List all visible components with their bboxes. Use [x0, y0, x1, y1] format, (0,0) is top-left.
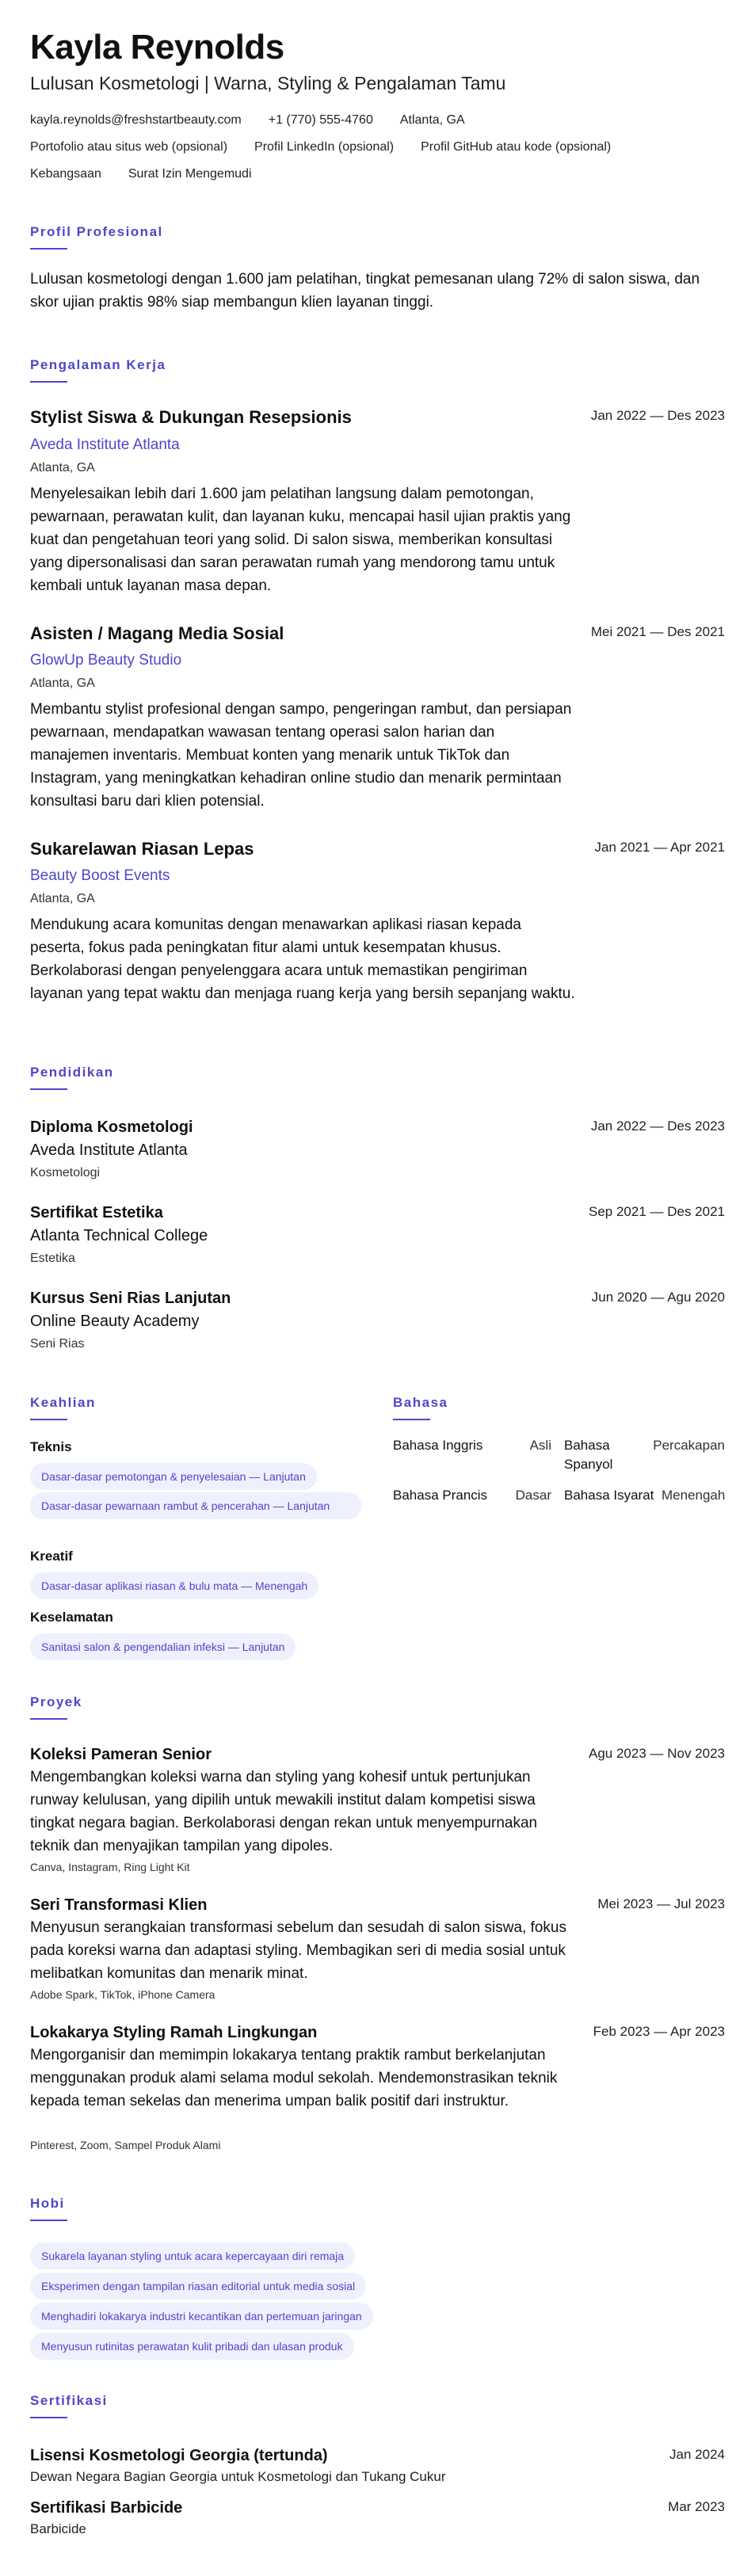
education-school: Aveda Institute Atlanta: [30, 1141, 188, 1159]
headline: Lulusan Kosmetologi | Warna, Styling & Pengalaman Tamu: [30, 73, 506, 93]
citizenship: Kebangsaan: [30, 167, 101, 181]
experience-heading: Pengalaman Kerja: [30, 357, 166, 372]
education-dates: Jun 2020 — Agu 2020: [591, 1290, 725, 1305]
job-dates: Mei 2021 — Des 2021: [590, 624, 725, 639]
portfolio-link[interactable]: Portofolio atau situs web (opsional): [30, 140, 228, 154]
hobby-pill: Menghadiri lokakarya industri kecantikan dan pertemuan jaringan: [30, 2303, 373, 2330]
project-dates: Mei 2023 — Jul 2023: [597, 1896, 725, 1911]
contact-row: [30, 112, 465, 129]
links-row: [30, 139, 611, 156]
education-degree: Sertifikat Estetika: [30, 1204, 163, 1221]
candidate-name: Kayla Reynolds: [30, 28, 284, 67]
certification-name: Lisensi Kosmetologi Georgia (tertunda): [30, 2447, 328, 2464]
project-dates: Agu 2023 — Nov 2023: [588, 1746, 725, 1761]
project-tools: Pinterest, Zoom, Sampel Produk Alami: [30, 2139, 221, 2151]
job-description: Mendukung acara komunitas dengan menawarkan aplikasi riasan kepada peserta, fokus pada peningkatan fitur alami untuk kesempatan khusus. Berkolaborasi dengan penyelenggara acara untuk memastikan pengiriman layanan yang tepat waktu dan menjaga ruang kerja yang bersih sepanjang waktu.: [30, 916, 575, 1002]
education-rule: [30, 1088, 67, 1090]
project-description: Mengembangkan koleksi warna dan styling yang kohesif untuk pertunjukan runway kelulusan, yang dipilih untuk mewakili institut dalam kompetisi siswa tingkat negara bagian. Berkolaborasi dengan rekan untuk menyempurnakan teknik dan menyajikan tampilan yang dipoles.: [30, 1769, 538, 1854]
experience-rule: [30, 381, 67, 383]
job-company: Beauty Boost Events: [30, 867, 170, 884]
language-level: Dasar: [515, 1488, 551, 1503]
job-description: Menyelesaikan lebih dari 1.600 jam pelatihan langsung dalam pemotongan, pewarnaan, perawatan kulit, dan layanan kuku, mencapai hasil ujian praktis yang kuat dan pengetahuan teori yang solid. Di salon siswa, memberikan konsultasi yang dipersonalisasi dan saran perawatan rumah yang mendorong tamu untuk kembali untuk layanan masa depan.: [30, 486, 571, 594]
job-company: Aveda Institute Atlanta: [30, 436, 180, 453]
job-dates: Jan 2022 — Des 2023: [590, 408, 725, 423]
skill-pill: Dasar-dasar aplikasi riasan & bulu mata — Menengah: [30, 1572, 318, 1599]
certification-name: Sertifikasi Barbicide: [30, 2499, 183, 2517]
skill-pill: Sanitasi salon & pengendalian infeksi — Lanjutan: [30, 1633, 296, 1660]
hobby-pill: Menyusun rutinitas perawatan kulit pribadi dan ulasan produk: [30, 2333, 354, 2360]
hobby-pill: Sukarela layanan styling untuk acara kepercayaan diri remaja: [30, 2243, 355, 2269]
languages-rule: [393, 1419, 430, 1420]
job-location: Atlanta, GA: [30, 461, 95, 474]
job-location: Atlanta, GA: [30, 676, 95, 690]
project-title: Koleksi Pameran Senior: [30, 1746, 212, 1763]
education-degree: Diploma Kosmetologi: [30, 1118, 193, 1136]
language-level: Menengah: [662, 1488, 726, 1503]
project-tools: Canva, Instagram, Ring Light Kit: [30, 1861, 190, 1873]
job-title: Sukarelawan Riasan Lepas: [30, 839, 254, 859]
project-description: Mengorganisir dan memimpin lokakarya tentang praktik rambut berkelanjutan menggunakan produk alami selama modul sekolah. Mendemonstrasikan teknik kepada teman sekelas dan menerima umpan balik positif dari instruktur.: [30, 2047, 558, 2109]
skills-rule: [30, 1419, 67, 1420]
hobbies-heading: Hobi: [30, 2196, 65, 2211]
linkedin-link[interactable]: Profil LinkedIn (opsional): [254, 140, 395, 154]
skill-pill: Dasar-dasar pewarnaan rambut & pencerahan — Lanjutan: [30, 1492, 361, 1519]
education-field: Seni Rias: [30, 1337, 85, 1351]
driver-license: Surat Izin Mengemudi: [128, 167, 252, 181]
education-school: Online Beauty Academy: [30, 1313, 200, 1330]
job-company: GlowUp Beauty Studio: [30, 652, 182, 669]
projects-heading: Proyek: [30, 1694, 82, 1709]
education-school: Atlanta Technical College: [30, 1227, 208, 1244]
education-field: Kosmetologi: [30, 1166, 101, 1179]
profile-summary: Lulusan kosmetologi dengan 1.600 jam pelatihan, tingkat pemesanan ulang 72% di salon siswa, dan skor ujian praktis 98% siap membangun klien layanan tinggi.: [30, 271, 700, 311]
project-tools: Adobe Spark, TikTok, iPhone Camera: [30, 1988, 215, 2001]
language-level: Percakapan: [653, 1438, 725, 1453]
extra-row: [30, 166, 252, 183]
job-dates: Jan 2021 — Apr 2021: [594, 840, 725, 855]
skill-category: Kreatif: [30, 1549, 73, 1564]
hobby-pill: Eksperimen dengan tampilan riasan editorial untuk media sosial: [30, 2273, 366, 2300]
job-location: Atlanta, GA: [30, 892, 95, 905]
project-title: Seri Transformasi Klien: [30, 1896, 208, 1914]
certification-issuer: Barbicide: [30, 2521, 86, 2536]
projects-rule: [30, 1718, 67, 1720]
email[interactable]: kayla.reynolds@freshstartbeauty.com: [30, 113, 242, 127]
education-heading: Pendidikan: [30, 1065, 114, 1080]
certification-date: Jan 2024: [669, 2447, 725, 2462]
language-level: Asli: [529, 1438, 551, 1453]
hobbies-rule: [30, 2220, 67, 2221]
education-dates: Sep 2021 — Des 2021: [588, 1204, 725, 1219]
certifications-rule: [30, 2417, 67, 2418]
language-name: Bahasa Isyarat: [564, 1488, 654, 1503]
project-title: Lokakarya Styling Ramah Lingkungan: [30, 2024, 318, 2041]
skills-heading: Keahlian: [30, 1395, 96, 1410]
certification-date: Mar 2023: [668, 2499, 725, 2514]
certifications-heading: Sertifikasi: [30, 2393, 108, 2408]
job-description: Membantu stylist profesional dengan sampo, pengeringan rambut, dan persiapan pewarnaan, mendapatkan wawasan tentang operasi salon harian dan manajemen inventaris. Membuat konten yang menarik untuk TikTok dan Instagram, yang meningkatkan kehadiran online studio dan menarik permintaan konsultasi baru dari klien potensial.: [30, 701, 572, 810]
education-field: Estetika: [30, 1252, 75, 1265]
languages-heading: Bahasa: [393, 1395, 448, 1410]
project-description: Menyusun serangkaian transformasi sebelum dan sesudah di salon siswa, fokus pada koreksi warna dan adaptasi styling. Membagikan seri di media sosial untuk melibatkan komunitas dan menarik minat.: [30, 1919, 566, 1982]
education-dates: Jan 2022 — Des 2023: [590, 1118, 725, 1134]
github-link[interactable]: Profil GitHub atau kode (opsional): [421, 140, 612, 154]
language-name: Bahasa Inggris: [393, 1438, 483, 1453]
skill-pill: Dasar-dasar pemotongan & penyelesaian — Lanjutan: [30, 1463, 317, 1490]
certification-issuer: Dewan Negara Bagian Georgia untuk Kosmetologi dan Tukang Cukur: [30, 2469, 446, 2484]
phone[interactable]: +1 (770) 555-4760: [268, 113, 373, 127]
location: Atlanta, GA: [399, 113, 465, 127]
job-title: Stylist Siswa & Dukungan Resepsionis: [30, 407, 352, 427]
profile-rule: [30, 248, 67, 250]
job-title: Asisten / Magang Media Sosial: [30, 623, 284, 643]
profile-heading: Profil Profesional: [30, 224, 163, 239]
skill-category: Teknis: [30, 1439, 72, 1454]
education-degree: Kursus Seni Rias Lanjutan: [30, 1290, 231, 1307]
language-name: Bahasa Spanyol: [564, 1438, 613, 1472]
language-name: Bahasa Prancis: [393, 1488, 488, 1503]
project-dates: Feb 2023 — Apr 2023: [593, 2024, 725, 2039]
skill-category: Keselamatan: [30, 1610, 113, 1625]
